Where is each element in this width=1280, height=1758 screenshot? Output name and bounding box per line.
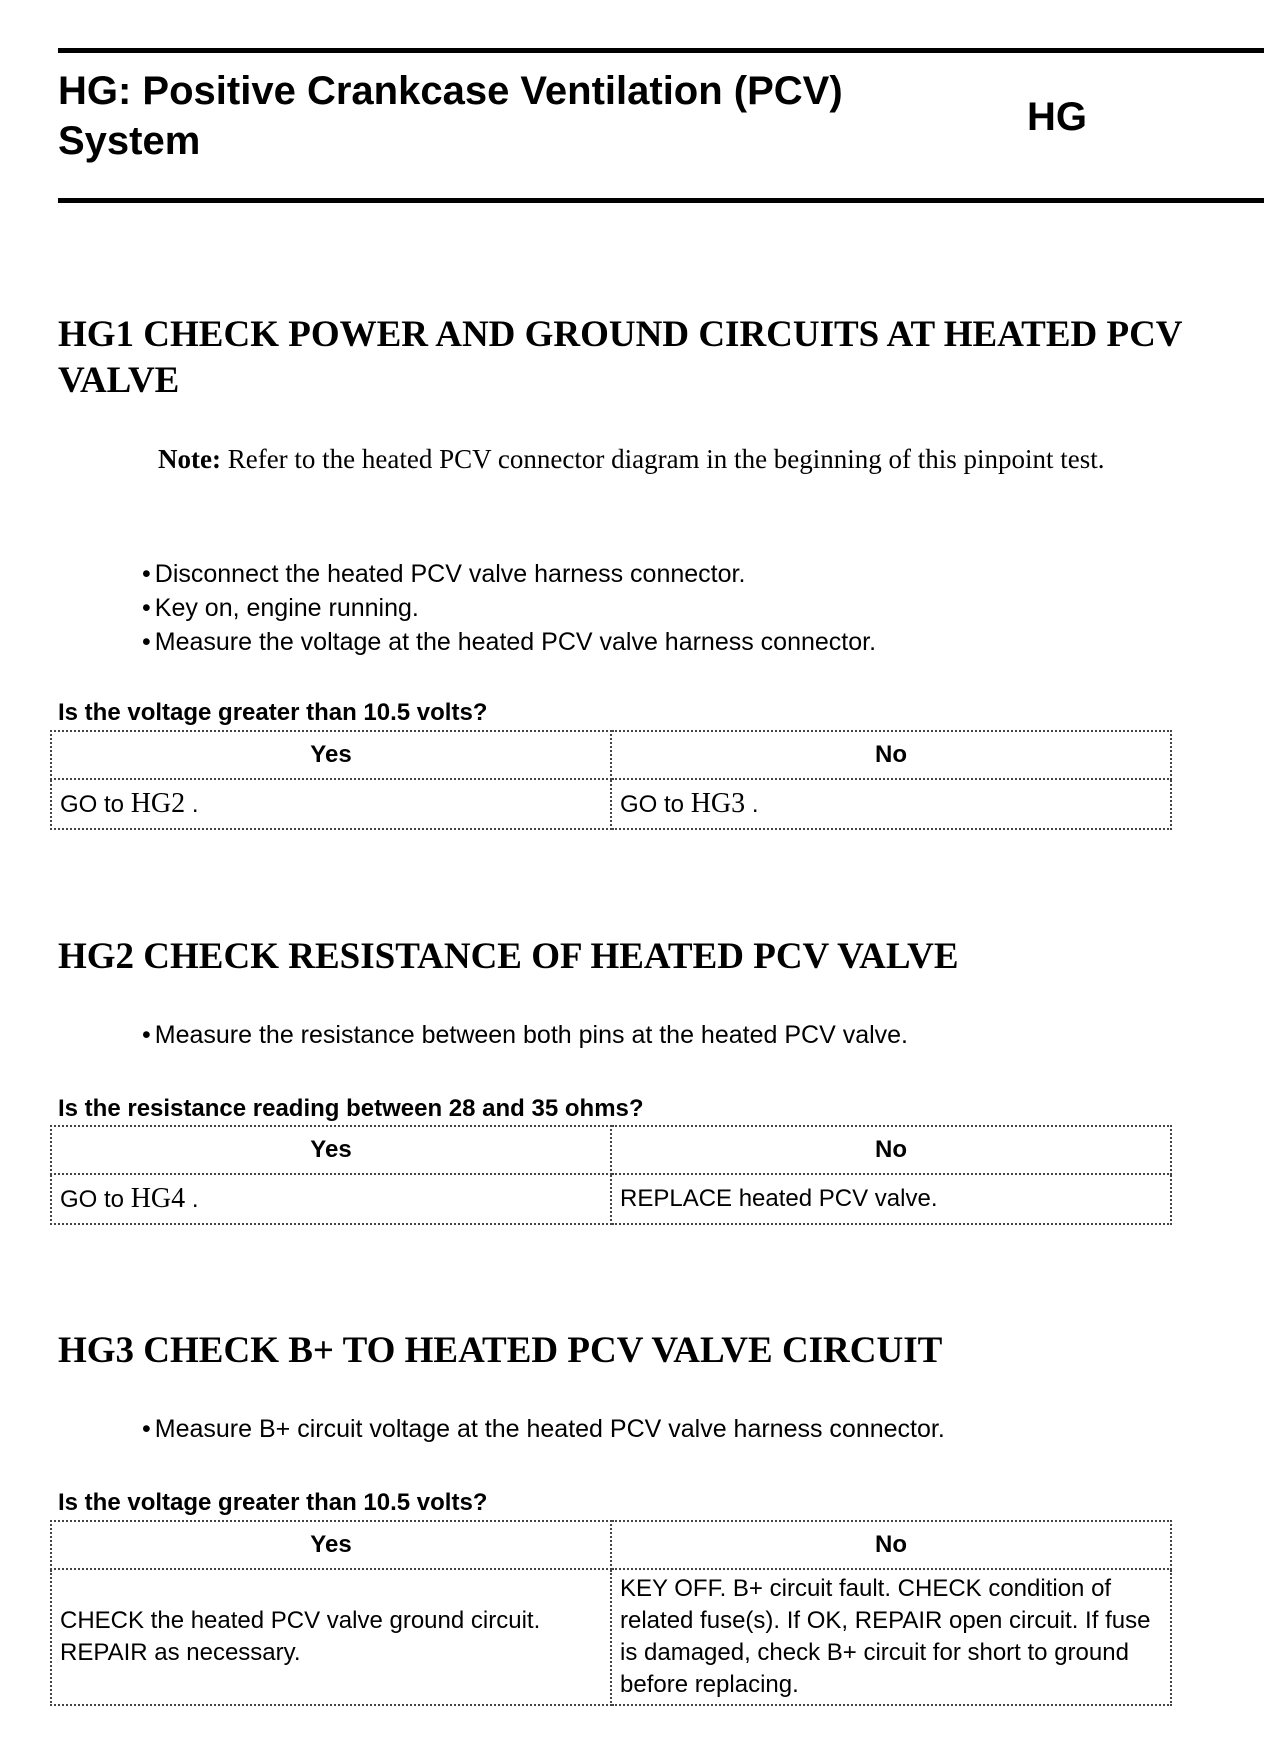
step-link-hg2[interactable]: HG2	[130, 787, 186, 819]
no-header: No	[611, 731, 1171, 779]
yes-header: Yes	[51, 1521, 611, 1569]
step-hg3-bullets	[142, 1412, 945, 1446]
yes-cell	[51, 1174, 611, 1224]
yes-header: Yes	[51, 1126, 611, 1174]
table-header-row	[51, 731, 1171, 779]
step-hg3-heading: HG3 CHECK B+ TO HEATED PCV VALVE CIRCUIT	[58, 1330, 943, 1371]
go-to-label: GO to	[60, 1185, 125, 1213]
table-row	[51, 1569, 1171, 1705]
header-bottom-rule	[58, 198, 1264, 203]
table-header-row	[51, 1126, 1171, 1174]
no-header: No	[611, 1126, 1171, 1174]
step-hg2-bullets	[142, 1018, 908, 1052]
step-hg2-heading: HG2 CHECK RESISTANCE OF HEATED PCV VALVE	[58, 936, 959, 977]
yes-cell	[51, 779, 611, 829]
step-link-hg3[interactable]: HG3	[690, 787, 746, 819]
go-to-label: GO to	[60, 790, 125, 818]
list-item: • Disconnect the heated PCV valve harness connector.	[142, 557, 876, 591]
section-code: HG	[1027, 95, 1087, 139]
step-link-hg4[interactable]: HG4	[130, 1182, 186, 1214]
list-item: • Measure B+ circuit voltage at the heated PCV valve harness connector.	[142, 1412, 945, 1446]
table-header-row	[51, 1521, 1171, 1569]
table-row	[51, 1174, 1171, 1224]
yes-cell: CHECK the heated PCV valve ground circuit. REPAIR as necessary.	[51, 1569, 611, 1705]
header-top-rule	[58, 48, 1264, 53]
step-hg2-answer-table	[50, 1125, 1172, 1225]
list-item: • Measure the resistance between both pins at the heated PCV valve.	[142, 1018, 908, 1052]
note-label: Note:	[158, 444, 221, 474]
list-item: • Key on, engine running.	[142, 591, 876, 625]
step-hg1-answer-table	[50, 730, 1172, 830]
no-cell: KEY OFF. B+ circuit fault. CHECK condition of related fuse(s). If OK, REPAIR open circuit. If fuse is damaged, check B+ circuit for short to ground before replacing.	[611, 1569, 1171, 1705]
step-hg3-question: Is the voltage greater than 10.5 volts?	[58, 1489, 488, 1516]
no-header: No	[611, 1521, 1171, 1569]
no-cell: REPLACE heated PCV valve.	[611, 1174, 1171, 1224]
go-to-label: GO to	[620, 790, 685, 818]
yes-header: Yes	[51, 731, 611, 779]
step-hg2-question: Is the resistance reading between 28 and 35 ohms?	[58, 1095, 644, 1122]
table-row	[51, 779, 1171, 829]
period: .	[751, 790, 759, 818]
no-cell	[611, 779, 1171, 829]
page-title: HG: Positive Crankcase Ventilation (PCV) System	[58, 69, 843, 163]
step-hg1-note	[158, 440, 1178, 479]
step-hg3-answer-table	[50, 1520, 1172, 1706]
period: .	[191, 790, 199, 818]
step-hg1-bullets	[142, 557, 876, 659]
period: .	[191, 1185, 199, 1213]
step-hg1-heading: HG1 CHECK POWER AND GROUND CIRCUITS AT HEATED PCV VALVE	[58, 314, 1182, 401]
list-item: • Measure the voltage at the heated PCV valve harness connector.	[142, 625, 876, 659]
note-text: Refer to the heated PCV connector diagram in the beginning of this pinpoint test.	[227, 444, 1105, 474]
step-hg1-question: Is the voltage greater than 10.5 volts?	[58, 699, 488, 726]
